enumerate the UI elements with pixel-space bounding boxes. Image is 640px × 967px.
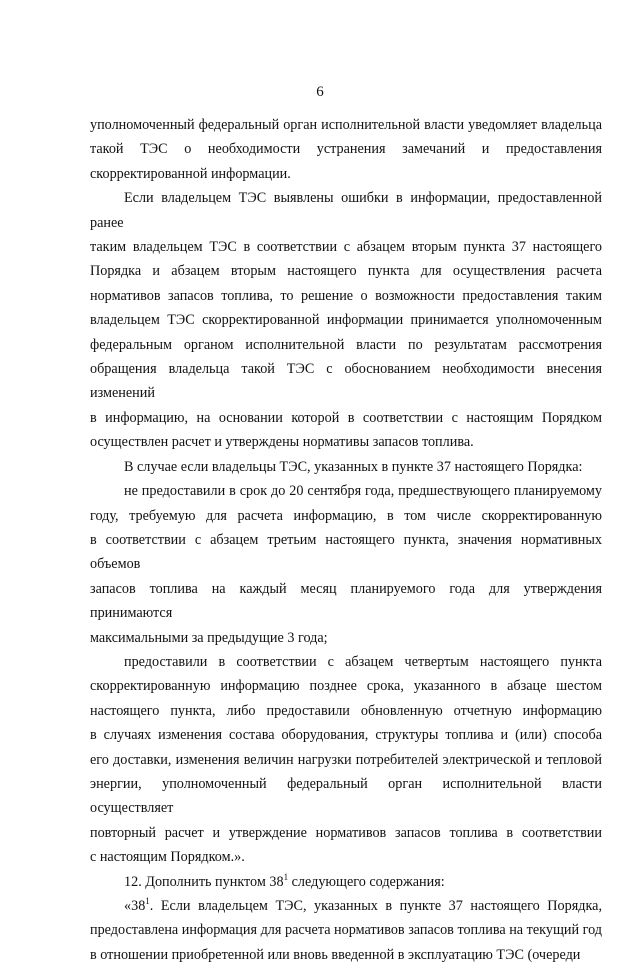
text-line: нормативов запасов топлива, то решение о возможности предоставления таким: [90, 287, 602, 304]
text-line: его доставки, изменения величин нагрузки потребителей электрической и тепловой: [90, 751, 602, 768]
page-number: 6: [316, 84, 324, 100]
text-line: В случае если владельцы ТЭС, указанных в пункте 37 настоящего Порядка:: [124, 458, 583, 475]
text-line: в отношении приобретенной или вновь введенной в эксплуатацию ТЭС (очереди: [90, 946, 581, 963]
text-line: скорректированную информацию позднее срока, указанного в абзаце шестом: [90, 678, 602, 695]
document-body: [90, 113, 602, 967]
text-line: таким владельцем ТЭС в соответствии с абзацем вторым пункта 37 настоящего: [90, 239, 602, 256]
text-line: 12. Дополнить пунктом $38^1$ следующего содержания:: [124, 871, 445, 890]
text-line: обращения владельца такой ТЭС с обоснованием необходимости внесения изменений: [90, 361, 602, 402]
text-line: предоставили в соответствии с абзацем четвертым настоящего пункта: [124, 653, 602, 670]
text-line: скорректированной информации.: [90, 165, 291, 182]
text-line: максимальными за предыдущие 3 года;: [90, 629, 328, 646]
text-line: году, требуемую для расчета информацию, в том числе скорректированную: [90, 507, 602, 524]
text-line: Порядка и абзацем вторым настоящего пункта для осуществления расчета: [90, 263, 602, 280]
text-line: запасов топлива на каждый месяц планируемого года для утверждения принимаются: [90, 580, 602, 622]
text-line: настоящего пункта, либо предоставили обновленную отчетную информацию: [90, 702, 602, 719]
text-line: в информацию, на основании которой в соответствии с настоящим Порядком: [90, 409, 602, 426]
text-line: Если владельцем ТЭС выявлены ошибки в информации, предоставленной ранее: [90, 190, 602, 231]
text-line: уполномоченный федеральный орган исполнительной власти уведомляет владельца: [90, 117, 602, 133]
text-line: «$38^1$. Если владельцем ТЭС, указанных в пункте 37 настоящего Порядка,: [124, 896, 602, 914]
text-line: повторный расчет и утверждение нормативов запасов топлива в соответствии: [90, 824, 602, 841]
text-line: в соответствии с абзацем третьим настоящего пункта, значения нормативных объемов: [90, 531, 602, 573]
text-line: энергии, уполномоченный федеральный орган исполнительной власти осуществляет: [90, 775, 602, 817]
text-line: владельцем ТЭС скорректированной информации принимается уполномоченным: [90, 312, 602, 329]
text-line: в случаях изменения состава оборудования, структуры топлива и (или) способа: [90, 727, 602, 744]
text-line: федеральным органом исполнительной власти по результатам рассмотрения: [90, 336, 602, 353]
text-line: осуществлен расчет и утверждены нормативы запасов топлива.: [90, 434, 474, 451]
text-line: с настоящим Порядком.».: [90, 849, 245, 866]
text-line: предоставлена информация для расчета нормативов запасов топлива на текущий год: [90, 922, 602, 939]
text-line: такой ТЭС о необходимости устранения замечаний и предоставления: [90, 141, 602, 158]
text-line: не предоставили в срок до 20 сентября года, предшествующего планируемому: [124, 483, 602, 500]
